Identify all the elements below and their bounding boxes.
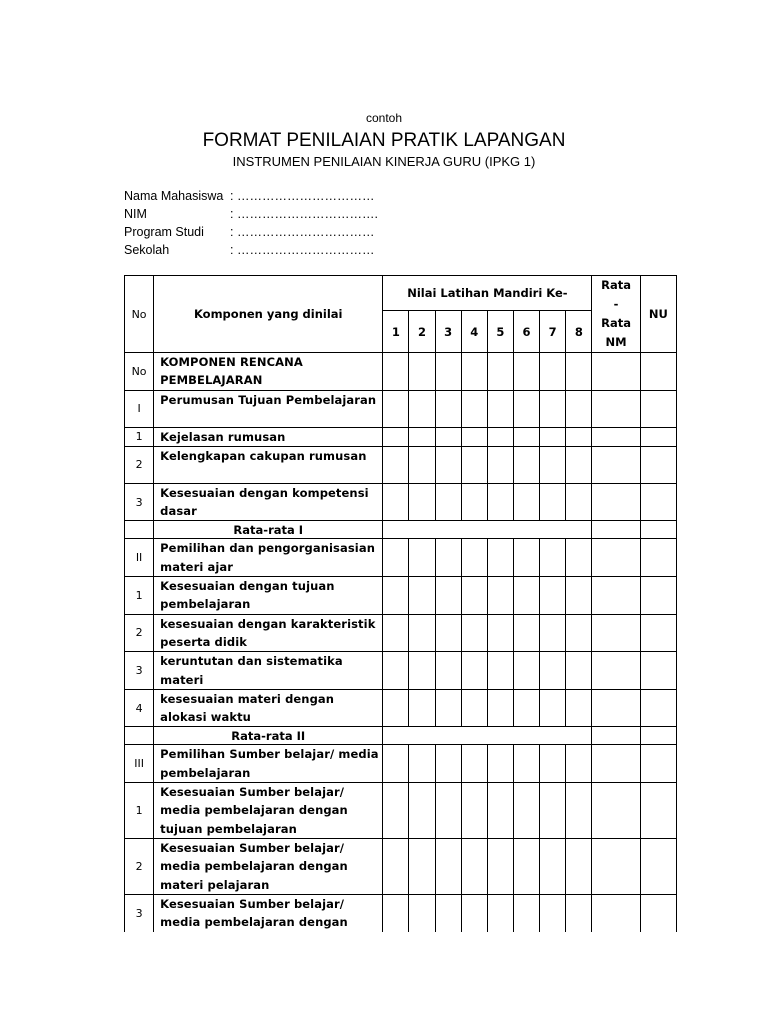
score-cell[interactable] xyxy=(435,895,461,932)
document-title: FORMAT PENILAIAN PRATIK LAPANGAN xyxy=(202,130,566,151)
nu-cell[interactable] xyxy=(640,689,676,727)
field-label: Sekolah xyxy=(124,243,170,257)
score-cell[interactable] xyxy=(540,353,566,391)
field-nama-mahasiswa xyxy=(124,187,378,205)
score-cell[interactable] xyxy=(566,446,592,483)
score-cell[interactable] xyxy=(461,614,487,652)
score-cell[interactable] xyxy=(513,427,539,446)
no-cell: 4 xyxy=(125,689,154,727)
col-header-nilai: Nilai Latihan Mandiri Ke- xyxy=(383,276,592,311)
nu-cell[interactable] xyxy=(640,539,676,577)
score-cell[interactable] xyxy=(540,783,566,839)
score-cell[interactable] xyxy=(461,783,487,839)
assessment-table xyxy=(124,275,677,932)
score-cell[interactable] xyxy=(435,783,461,839)
rata-rata-cell[interactable] xyxy=(592,895,640,932)
score-cell[interactable] xyxy=(540,689,566,727)
score-cell[interactable] xyxy=(461,839,487,895)
score-cell[interactable] xyxy=(409,446,435,483)
rata-line: Rata xyxy=(601,278,631,292)
field-value: : …………………………… xyxy=(230,243,375,257)
col-header-rata-rata-nm xyxy=(592,276,640,353)
score-cell[interactable] xyxy=(461,745,487,783)
rata-rata-cell[interactable] xyxy=(592,689,640,727)
score-cell[interactable] xyxy=(461,483,487,521)
rata-rata-cell[interactable] xyxy=(592,727,640,745)
score-cell[interactable] xyxy=(435,652,461,690)
no-cell: 2 xyxy=(125,839,154,895)
no-cell: 3 xyxy=(125,652,154,690)
nu-cell[interactable] xyxy=(640,727,676,745)
score-cell[interactable] xyxy=(487,614,513,652)
rata-line: Rata xyxy=(601,316,631,330)
no-cell: III xyxy=(125,745,154,783)
score-cell[interactable] xyxy=(487,689,513,727)
nu-cell[interactable] xyxy=(640,745,676,783)
identity-fields xyxy=(124,187,378,259)
score-cell[interactable] xyxy=(435,353,461,391)
score-cell[interactable] xyxy=(487,652,513,690)
score-cell[interactable] xyxy=(383,895,409,932)
score-cell[interactable] xyxy=(513,839,539,895)
score-cell[interactable] xyxy=(513,483,539,521)
score-cell[interactable] xyxy=(540,446,566,483)
nu-cell[interactable] xyxy=(640,783,676,839)
no-cell: 1 xyxy=(125,783,154,839)
score-cell[interactable] xyxy=(409,745,435,783)
score-cell[interactable] xyxy=(513,353,539,391)
col-header-no: No xyxy=(125,276,154,353)
session-header: 3 xyxy=(435,311,461,353)
rata-rata-cell[interactable] xyxy=(592,483,640,521)
score-cell[interactable] xyxy=(383,446,409,483)
score-cell[interactable] xyxy=(461,390,487,427)
field-value: : ……………………………. xyxy=(230,207,378,221)
score-cell[interactable] xyxy=(409,614,435,652)
component-text: Kejelasan rumusan xyxy=(154,427,383,446)
score-cell[interactable] xyxy=(383,427,409,446)
score-cell[interactable] xyxy=(461,895,487,932)
table-row xyxy=(125,427,677,446)
rata-rata-cell[interactable] xyxy=(592,783,640,839)
score-cell[interactable] xyxy=(435,539,461,577)
score-cell[interactable] xyxy=(566,427,592,446)
table-row xyxy=(125,353,677,391)
no-cell: II xyxy=(125,539,154,577)
subtotal-row xyxy=(125,521,677,539)
col-header-nu: NU xyxy=(640,276,676,353)
nu-cell[interactable] xyxy=(640,446,676,483)
score-cell[interactable] xyxy=(435,577,461,615)
score-cell[interactable] xyxy=(409,539,435,577)
no-cell: 2 xyxy=(125,614,154,652)
table-row xyxy=(125,577,677,615)
score-cell[interactable] xyxy=(513,689,539,727)
score-cell[interactable] xyxy=(383,577,409,615)
table-row xyxy=(125,745,677,783)
score-cell[interactable] xyxy=(540,483,566,521)
rata-rata-cell[interactable] xyxy=(592,614,640,652)
component-text: Kesesuaian dengan kompetensi dasar xyxy=(154,483,383,521)
score-cell[interactable] xyxy=(540,577,566,615)
score-cell[interactable] xyxy=(461,446,487,483)
field-label: NIM xyxy=(124,207,147,221)
score-cell[interactable] xyxy=(540,390,566,427)
component-text: Kesesuaian Sumber belajar/ media pembelajaran dengan tujuan pembelajaran xyxy=(154,783,383,839)
no-cell xyxy=(125,521,154,539)
field-label: Nama Mahasiswa xyxy=(124,189,224,203)
table-row xyxy=(125,839,677,895)
component-text: Kesesuaian dengan tujuan pembelajaran xyxy=(154,577,383,615)
nu-cell[interactable] xyxy=(640,390,676,427)
nu-cell[interactable] xyxy=(640,839,676,895)
score-cell[interactable] xyxy=(383,652,409,690)
score-cell[interactable] xyxy=(461,427,487,446)
no-cell: I xyxy=(125,390,154,427)
score-cell[interactable] xyxy=(566,539,592,577)
document-subtitle: INSTRUMEN PENILAIAN KINERJA GURU (IPKG 1) xyxy=(232,154,536,169)
score-cell[interactable] xyxy=(566,745,592,783)
rata-rata-cell[interactable] xyxy=(592,353,640,391)
no-cell: 3 xyxy=(125,895,154,932)
component-text: Pemilihan Sumber belajar/ media pembelajaran xyxy=(154,745,383,783)
score-cell[interactable] xyxy=(435,614,461,652)
score-cell[interactable] xyxy=(566,689,592,727)
score-cell[interactable] xyxy=(540,745,566,783)
score-cell[interactable] xyxy=(409,390,435,427)
score-cell[interactable] xyxy=(566,839,592,895)
table-row xyxy=(125,446,677,483)
table-row xyxy=(125,689,677,727)
nu-cell[interactable] xyxy=(640,521,676,539)
score-cell[interactable] xyxy=(513,577,539,615)
score-cell[interactable] xyxy=(487,895,513,932)
score-cell[interactable] xyxy=(540,652,566,690)
no-cell: No xyxy=(125,353,154,391)
session-header: 4 xyxy=(461,311,487,353)
rata-line: NM xyxy=(605,335,627,349)
score-cell[interactable] xyxy=(435,446,461,483)
session-header: 5 xyxy=(487,311,513,353)
field-sekolah xyxy=(124,241,378,259)
session-header: 2 xyxy=(409,311,435,353)
table-row xyxy=(125,895,677,932)
subtotal-row xyxy=(125,727,677,745)
table-row xyxy=(125,539,677,577)
score-cell[interactable] xyxy=(513,895,539,932)
no-cell: 3 xyxy=(125,483,154,521)
score-cell[interactable] xyxy=(566,783,592,839)
score-cell[interactable] xyxy=(540,839,566,895)
session-header: 8 xyxy=(566,311,592,353)
score-cell[interactable] xyxy=(435,689,461,727)
component-text: Perumusan Tujuan Pembelajaran xyxy=(154,390,383,427)
session-header: 7 xyxy=(540,311,566,353)
score-cell[interactable] xyxy=(383,483,409,521)
score-cell[interactable] xyxy=(513,652,539,690)
score-cell[interactable] xyxy=(540,539,566,577)
score-cell[interactable] xyxy=(566,483,592,521)
field-value: : …………………………… xyxy=(230,225,375,239)
score-cell[interactable] xyxy=(383,539,409,577)
session-header: 6 xyxy=(513,311,539,353)
score-cell[interactable] xyxy=(513,745,539,783)
score-cell[interactable] xyxy=(566,652,592,690)
score-cell[interactable] xyxy=(566,353,592,391)
component-text: Kelengkapan cakupan rumusan xyxy=(154,446,383,483)
table-row xyxy=(125,614,677,652)
score-cell[interactable] xyxy=(435,390,461,427)
component-text: keruntutan dan sistematika materi xyxy=(154,652,383,690)
score-cell[interactable] xyxy=(540,895,566,932)
nu-cell[interactable] xyxy=(640,577,676,615)
score-cell[interactable] xyxy=(383,689,409,727)
nu-cell[interactable] xyxy=(640,614,676,652)
rata-line: - xyxy=(613,297,619,311)
nu-cell[interactable] xyxy=(640,652,676,690)
score-cell[interactable] xyxy=(487,427,513,446)
score-cell[interactable] xyxy=(566,577,592,615)
score-cell[interactable] xyxy=(566,614,592,652)
score-cell[interactable] xyxy=(540,614,566,652)
score-cell[interactable] xyxy=(409,839,435,895)
score-cell[interactable] xyxy=(487,745,513,783)
score-cell[interactable] xyxy=(383,783,409,839)
rata-rata-cell[interactable] xyxy=(592,839,640,895)
score-cell[interactable] xyxy=(461,689,487,727)
component-text: Pemilihan dan pengorganisasian materi ajar xyxy=(154,539,383,577)
score-cell[interactable] xyxy=(435,839,461,895)
col-header-komponen: Komponen yang dinilai xyxy=(154,276,383,353)
rata-rata-cell[interactable] xyxy=(592,539,640,577)
score-cell[interactable] xyxy=(409,427,435,446)
no-cell: 1 xyxy=(125,427,154,446)
score-cell[interactable] xyxy=(513,446,539,483)
component-text: Kesesuaian Sumber belajar/ media pembelajaran dengan materi pelajaran xyxy=(154,839,383,895)
score-cell[interactable] xyxy=(487,483,513,521)
component-text: KOMPONEN RENCANA PEMBELAJARAN xyxy=(154,353,383,391)
score-cell[interactable] xyxy=(435,745,461,783)
rata-rata-cell[interactable] xyxy=(592,390,640,427)
table-body xyxy=(125,353,677,932)
field-program-studi xyxy=(124,223,378,241)
field-value: : …………………………… xyxy=(230,189,375,203)
rata-rata-cell[interactable] xyxy=(592,745,640,783)
score-cell[interactable] xyxy=(487,446,513,483)
subtotal-label: Rata-rata II xyxy=(154,727,383,745)
score-cell[interactable] xyxy=(383,839,409,895)
component-text: kesesuaian dengan karakteristik peserta didik xyxy=(154,614,383,652)
score-cell[interactable] xyxy=(383,390,409,427)
score-cell[interactable] xyxy=(487,390,513,427)
score-cell[interactable] xyxy=(461,353,487,391)
score-cell[interactable] xyxy=(540,427,566,446)
rata-rata-cell[interactable] xyxy=(592,446,640,483)
table-row xyxy=(125,390,677,427)
score-cell[interactable] xyxy=(383,353,409,391)
no-cell: 1 xyxy=(125,577,154,615)
session-header: 1 xyxy=(383,311,409,353)
score-cell[interactable] xyxy=(487,539,513,577)
score-cell[interactable] xyxy=(513,783,539,839)
subtotal-score-cell[interactable] xyxy=(383,727,592,745)
field-nim xyxy=(124,205,378,223)
score-cell[interactable] xyxy=(566,390,592,427)
score-cell[interactable] xyxy=(487,783,513,839)
score-cell[interactable] xyxy=(513,390,539,427)
score-cell[interactable] xyxy=(409,353,435,391)
rata-rata-cell[interactable] xyxy=(592,652,640,690)
score-cell[interactable] xyxy=(409,689,435,727)
score-cell[interactable] xyxy=(513,614,539,652)
rata-rata-cell[interactable] xyxy=(592,521,640,539)
component-text: Kesesuaian Sumber belajar/ media pembelajaran dengan xyxy=(154,895,383,932)
table-row xyxy=(125,783,677,839)
rata-rata-cell[interactable] xyxy=(592,577,640,615)
score-cell[interactable] xyxy=(487,839,513,895)
score-cell[interactable] xyxy=(409,483,435,521)
score-cell[interactable] xyxy=(461,539,487,577)
component-text: kesesuaian materi dengan alokasi waktu xyxy=(154,689,383,727)
score-cell[interactable] xyxy=(383,745,409,783)
nu-cell[interactable] xyxy=(640,895,676,932)
no-cell xyxy=(125,727,154,745)
score-cell[interactable] xyxy=(566,895,592,932)
nu-cell[interactable] xyxy=(640,427,676,446)
score-cell[interactable] xyxy=(461,652,487,690)
score-cell[interactable] xyxy=(435,483,461,521)
subtotal-score-cell[interactable] xyxy=(383,521,592,539)
score-cell[interactable] xyxy=(409,577,435,615)
score-cell[interactable] xyxy=(409,895,435,932)
table-row xyxy=(125,652,677,690)
score-cell[interactable] xyxy=(487,353,513,391)
document-label: contoh xyxy=(365,111,403,125)
score-cell[interactable] xyxy=(409,783,435,839)
nu-cell[interactable] xyxy=(640,483,676,521)
score-cell[interactable] xyxy=(461,577,487,615)
score-cell[interactable] xyxy=(435,427,461,446)
score-cell[interactable] xyxy=(409,652,435,690)
score-cell[interactable] xyxy=(487,577,513,615)
field-label: Program Studi xyxy=(124,225,204,239)
subtotal-label: Rata-rata I xyxy=(154,521,383,539)
rata-rata-cell[interactable] xyxy=(592,427,640,446)
score-cell[interactable] xyxy=(383,614,409,652)
table-row xyxy=(125,483,677,521)
nu-cell[interactable] xyxy=(640,353,676,391)
no-cell: 2 xyxy=(125,446,154,483)
score-cell[interactable] xyxy=(513,539,539,577)
